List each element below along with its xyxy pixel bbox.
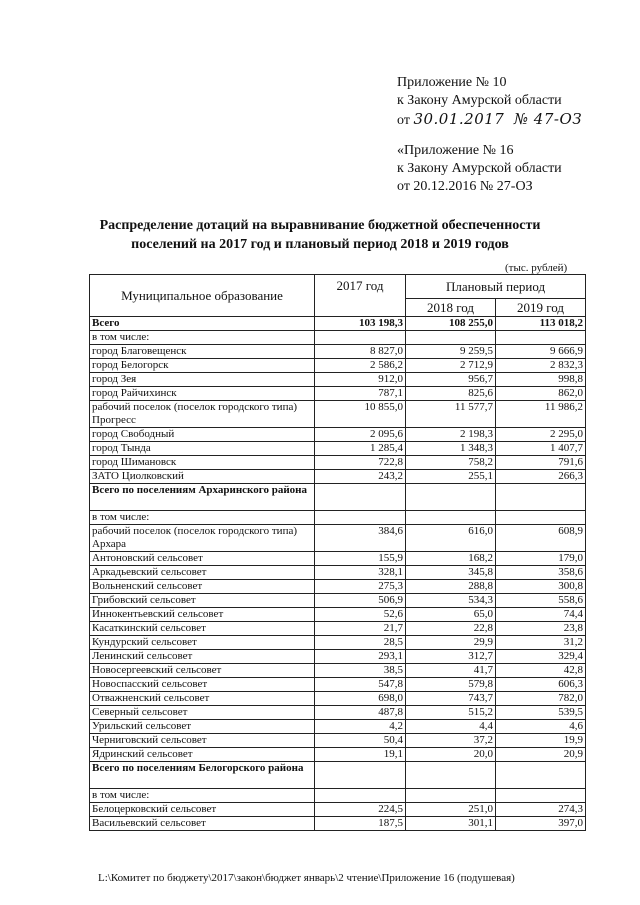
value-2018-cell bbox=[406, 484, 496, 511]
value-2017-cell: 52,6 bbox=[315, 608, 406, 622]
table-row bbox=[90, 373, 586, 387]
value-2017-cell: 328,1 bbox=[315, 566, 406, 580]
value-2019-cell: 74,4 bbox=[496, 608, 586, 622]
municipality-cell: город Тында bbox=[90, 442, 315, 456]
table-row bbox=[90, 552, 586, 566]
value-2018-cell: 4,4 bbox=[406, 720, 496, 734]
value-2019-cell: 9 666,9 bbox=[496, 345, 586, 359]
value-2019-cell: 2 832,3 bbox=[496, 359, 586, 373]
municipality-cell: Черниговский сельсовет bbox=[90, 734, 315, 748]
municipality-cell: Белоцерковский сельсовет bbox=[90, 803, 315, 817]
value-2017-cell: 103 198,3 bbox=[315, 317, 406, 331]
value-2018-cell: 288,8 bbox=[406, 580, 496, 594]
value-2017-cell: 50,4 bbox=[315, 734, 406, 748]
value-2019-cell bbox=[496, 789, 586, 803]
value-2018-cell bbox=[406, 789, 496, 803]
table-row bbox=[90, 470, 586, 484]
value-2017-cell: 8 827,0 bbox=[315, 345, 406, 359]
municipality-cell: Ядринский сельсовет bbox=[90, 748, 315, 762]
table-row bbox=[90, 456, 586, 470]
value-2019-cell bbox=[496, 762, 586, 789]
column-header-2019: 2019 год bbox=[496, 299, 586, 317]
value-2017-cell: 10 855,0 bbox=[315, 401, 406, 428]
value-2018-cell: 37,2 bbox=[406, 734, 496, 748]
table-row bbox=[90, 706, 586, 720]
municipality-cell: город Благовещенск bbox=[90, 345, 315, 359]
value-2017-cell: 155,9 bbox=[315, 552, 406, 566]
table-row bbox=[90, 622, 586, 636]
value-2018-cell: 65,0 bbox=[406, 608, 496, 622]
appendix-number: Приложение № 10 bbox=[397, 75, 507, 90]
prev-appendix-number: «Приложение № 16 bbox=[397, 143, 514, 158]
value-2019-cell: 20,9 bbox=[496, 748, 586, 762]
value-2019-cell: 1 407,7 bbox=[496, 442, 586, 456]
value-2018-cell: 108 255,0 bbox=[406, 317, 496, 331]
law-reference: к Закону Амурской области bbox=[397, 93, 562, 108]
table-row bbox=[90, 650, 586, 664]
handwritten-number: № 47-ОЗ bbox=[513, 110, 583, 128]
value-2018-cell: 29,9 bbox=[406, 636, 496, 650]
document-title bbox=[0, 216, 640, 254]
title-line-1: Распределение дотаций на выравнивание бюджетной обеспеченности bbox=[99, 218, 541, 233]
municipality-cell: Всего по поселениям Белогорского района bbox=[90, 762, 315, 789]
value-2019-cell: 329,4 bbox=[496, 650, 586, 664]
municipality-cell: Кундурский сельсовет bbox=[90, 636, 315, 650]
value-2018-cell: 616,0 bbox=[406, 525, 496, 552]
table-row bbox=[90, 594, 586, 608]
value-2018-cell: 22,8 bbox=[406, 622, 496, 636]
value-2018-cell: 825,6 bbox=[406, 387, 496, 401]
value-2018-cell: 579,8 bbox=[406, 678, 496, 692]
value-2017-cell: 187,5 bbox=[315, 817, 406, 831]
column-header-2018: 2018 год bbox=[406, 299, 496, 317]
value-2017-cell: 21,7 bbox=[315, 622, 406, 636]
municipality-cell: ЗАТО Циолковский bbox=[90, 470, 315, 484]
municipality-cell: в том числе: bbox=[90, 331, 315, 345]
table-row bbox=[90, 317, 586, 331]
value-2018-cell: 743,7 bbox=[406, 692, 496, 706]
value-2018-cell bbox=[406, 511, 496, 525]
file-path-footer: L:\Комитет по бюджету\2017\закон\бюджет январь\2 чтение\Приложение 16 (подушевая) bbox=[98, 872, 515, 884]
column-header-plan-period: Плановый период bbox=[406, 275, 586, 299]
table-row bbox=[90, 720, 586, 734]
column-header-2017: 2017 год bbox=[315, 275, 406, 317]
table-row bbox=[90, 401, 586, 428]
table-row bbox=[90, 692, 586, 706]
appendix-header bbox=[397, 74, 582, 130]
value-2019-cell: 19,9 bbox=[496, 734, 586, 748]
table-row bbox=[90, 511, 586, 525]
value-2019-cell: 397,0 bbox=[496, 817, 586, 831]
value-2018-cell: 956,7 bbox=[406, 373, 496, 387]
municipality-cell: Новосергеевский сельсовет bbox=[90, 664, 315, 678]
value-2017-cell: 38,5 bbox=[315, 664, 406, 678]
previous-appendix-header bbox=[397, 142, 562, 196]
value-2019-cell: 113 018,2 bbox=[496, 317, 586, 331]
value-2018-cell: 168,2 bbox=[406, 552, 496, 566]
municipality-cell: Всего bbox=[90, 317, 315, 331]
value-2018-cell: 41,7 bbox=[406, 664, 496, 678]
value-2017-cell bbox=[315, 762, 406, 789]
value-2019-cell: 2 295,0 bbox=[496, 428, 586, 442]
value-2017-cell: 787,1 bbox=[315, 387, 406, 401]
value-2019-cell: 11 986,2 bbox=[496, 401, 586, 428]
table-row bbox=[90, 817, 586, 831]
municipality-cell: город Белогорск bbox=[90, 359, 315, 373]
value-2019-cell: 539,5 bbox=[496, 706, 586, 720]
value-2019-cell: 558,6 bbox=[496, 594, 586, 608]
value-2019-cell: 179,0 bbox=[496, 552, 586, 566]
value-2019-cell: 782,0 bbox=[496, 692, 586, 706]
table-row bbox=[90, 678, 586, 692]
value-2017-cell: 722,8 bbox=[315, 456, 406, 470]
municipality-cell: Урильский сельсовет bbox=[90, 720, 315, 734]
value-2018-cell: 534,3 bbox=[406, 594, 496, 608]
municipality-cell: Грибовский сельсовет bbox=[90, 594, 315, 608]
value-2017-cell: 28,5 bbox=[315, 636, 406, 650]
value-2018-cell: 345,8 bbox=[406, 566, 496, 580]
value-2019-cell: 266,3 bbox=[496, 470, 586, 484]
value-2017-cell: 506,9 bbox=[315, 594, 406, 608]
value-2019-cell: 274,3 bbox=[496, 803, 586, 817]
subsidy-table bbox=[89, 274, 586, 831]
value-2017-cell: 547,8 bbox=[315, 678, 406, 692]
prev-law-reference: к Закону Амурской области bbox=[397, 161, 562, 176]
value-2017-cell: 2 095,6 bbox=[315, 428, 406, 442]
value-2017-cell: 487,8 bbox=[315, 706, 406, 720]
table-row bbox=[90, 428, 586, 442]
table-row bbox=[90, 803, 586, 817]
prev-law-date: от 20.12.2016 № 27-ОЗ bbox=[397, 179, 533, 194]
value-2019-cell bbox=[496, 484, 586, 511]
municipality-cell: Антоновский сельсовет bbox=[90, 552, 315, 566]
value-2018-cell bbox=[406, 762, 496, 789]
title-line-2: поселений на 2017 год и плановый период 2018 и 2019 годов bbox=[131, 237, 509, 252]
law-date-line bbox=[397, 110, 582, 130]
value-2019-cell bbox=[496, 511, 586, 525]
table-row bbox=[90, 580, 586, 594]
municipality-cell: Касаткинский сельсовет bbox=[90, 622, 315, 636]
value-2017-cell: 293,1 bbox=[315, 650, 406, 664]
value-2019-cell: 791,6 bbox=[496, 456, 586, 470]
table-row bbox=[90, 345, 586, 359]
table-row bbox=[90, 387, 586, 401]
value-2017-cell bbox=[315, 511, 406, 525]
value-2018-cell: 758,2 bbox=[406, 456, 496, 470]
value-2019-cell: 862,0 bbox=[496, 387, 586, 401]
value-2019-cell: 608,9 bbox=[496, 525, 586, 552]
table-row bbox=[90, 748, 586, 762]
value-2018-cell bbox=[406, 331, 496, 345]
value-2017-cell: 19,1 bbox=[315, 748, 406, 762]
municipality-cell: рабочий поселок (поселок городского типа) Архара bbox=[90, 525, 315, 552]
value-2019-cell: 358,6 bbox=[496, 566, 586, 580]
municipality-cell: Иннокентьевский сельсовет bbox=[90, 608, 315, 622]
value-2018-cell: 1 348,3 bbox=[406, 442, 496, 456]
value-2017-cell bbox=[315, 484, 406, 511]
table-row bbox=[90, 442, 586, 456]
table-row bbox=[90, 525, 586, 552]
value-2017-cell: 4,2 bbox=[315, 720, 406, 734]
value-2018-cell: 312,7 bbox=[406, 650, 496, 664]
table-row bbox=[90, 608, 586, 622]
table-row bbox=[90, 636, 586, 650]
value-2018-cell: 2 712,9 bbox=[406, 359, 496, 373]
municipality-cell: город Шимановск bbox=[90, 456, 315, 470]
value-2017-cell bbox=[315, 789, 406, 803]
municipality-cell: Ленинский сельсовет bbox=[90, 650, 315, 664]
value-2017-cell: 224,5 bbox=[315, 803, 406, 817]
municipality-cell: Отважненский сельсовет bbox=[90, 692, 315, 706]
municipality-cell: рабочий поселок (поселок городского типа) Прогресс bbox=[90, 401, 315, 428]
value-2017-cell: 243,2 bbox=[315, 470, 406, 484]
municipality-cell: в том числе: bbox=[90, 511, 315, 525]
value-2017-cell: 698,0 bbox=[315, 692, 406, 706]
from-prefix: от bbox=[397, 113, 410, 128]
municipality-cell: Васильевский сельсовет bbox=[90, 817, 315, 831]
municipality-cell: Всего по поселениям Архаринского района bbox=[90, 484, 315, 511]
value-2018-cell: 251,0 bbox=[406, 803, 496, 817]
value-2018-cell: 515,2 bbox=[406, 706, 496, 720]
table-row bbox=[90, 484, 586, 511]
municipality-cell: Вольненский сельсовет bbox=[90, 580, 315, 594]
value-2018-cell: 301,1 bbox=[406, 817, 496, 831]
table-row bbox=[90, 734, 586, 748]
municipality-cell: Аркадьевский сельсовет bbox=[90, 566, 315, 580]
value-2019-cell: 42,8 bbox=[496, 664, 586, 678]
value-2017-cell: 2 586,2 bbox=[315, 359, 406, 373]
handwritten-date: 30.01.2017 bbox=[413, 110, 505, 128]
value-2018-cell: 11 577,7 bbox=[406, 401, 496, 428]
value-2018-cell: 2 198,3 bbox=[406, 428, 496, 442]
municipality-cell: город Свободный bbox=[90, 428, 315, 442]
table-row bbox=[90, 331, 586, 345]
table-row bbox=[90, 762, 586, 789]
value-2017-cell: 384,6 bbox=[315, 525, 406, 552]
value-2019-cell: 4,6 bbox=[496, 720, 586, 734]
table-row bbox=[90, 664, 586, 678]
value-2018-cell: 9 259,5 bbox=[406, 345, 496, 359]
column-header-municipality: Муниципальное образование bbox=[90, 275, 315, 317]
value-2017-cell: 275,3 bbox=[315, 580, 406, 594]
value-2017-cell: 912,0 bbox=[315, 373, 406, 387]
value-2019-cell: 300,8 bbox=[496, 580, 586, 594]
value-2019-cell bbox=[496, 331, 586, 345]
value-2018-cell: 20,0 bbox=[406, 748, 496, 762]
municipality-cell: Северный сельсовет bbox=[90, 706, 315, 720]
table-row bbox=[90, 566, 586, 580]
value-2019-cell: 23,8 bbox=[496, 622, 586, 636]
table-row bbox=[90, 789, 586, 803]
municipality-cell: в том числе: bbox=[90, 789, 315, 803]
municipality-cell: город Райчихинск bbox=[90, 387, 315, 401]
value-2018-cell: 255,1 bbox=[406, 470, 496, 484]
table-row bbox=[90, 359, 586, 373]
municipality-cell: город Зея bbox=[90, 373, 315, 387]
value-2019-cell: 998,8 bbox=[496, 373, 586, 387]
value-2019-cell: 606,3 bbox=[496, 678, 586, 692]
value-2019-cell: 31,2 bbox=[496, 636, 586, 650]
table-body bbox=[90, 317, 586, 831]
value-2017-cell: 1 285,4 bbox=[315, 442, 406, 456]
municipality-cell: Новоспасский сельсовет bbox=[90, 678, 315, 692]
value-2017-cell bbox=[315, 331, 406, 345]
unit-label: (тыс. рублей) bbox=[505, 262, 568, 274]
